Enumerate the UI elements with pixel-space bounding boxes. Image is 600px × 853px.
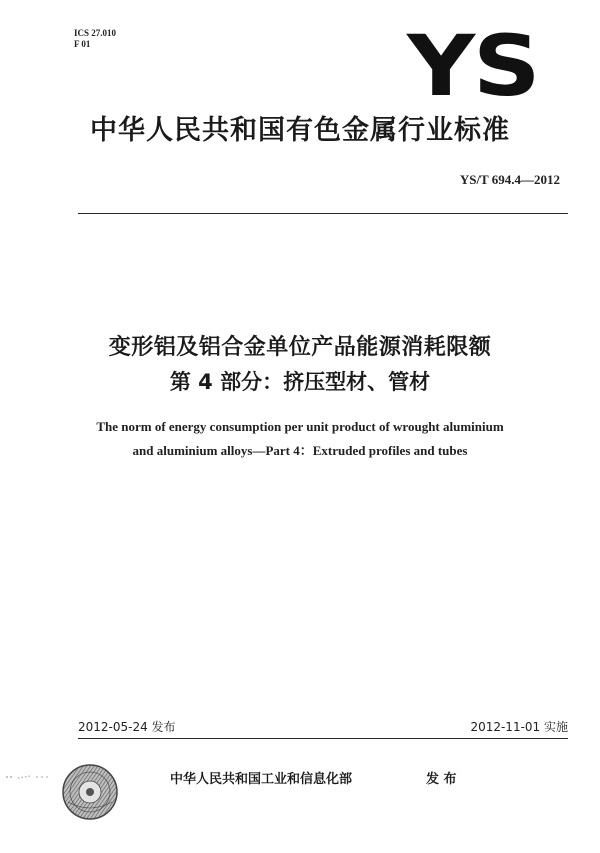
issuing-authority: 中华人民共和国工业和信息化部 — [170, 772, 353, 787]
issuing-authority-suffix: 发 布 — [426, 772, 457, 787]
ys-logo: YS — [407, 17, 539, 115]
standard-number: YS/T 694.4—2012 — [459, 172, 560, 187]
category-code: F 01 — [74, 39, 91, 49]
bottom-divider — [78, 738, 568, 739]
official-seal-icon — [60, 762, 120, 822]
standard-title: 中华人民共和国有色金属行业标准 — [90, 115, 510, 146]
classification-codes — [74, 28, 116, 50]
document-title-zh-line1: 变形铝及铝合金单位产品能源消耗限额 — [108, 335, 492, 360]
top-divider — [78, 213, 568, 214]
scan-marks — [4, 773, 52, 781]
ics-code: ICS 27.010 — [74, 28, 117, 38]
document-title-en-line1: The norm of energy consumption per unit product of wrought aluminium — [96, 419, 504, 434]
document-title-zh-line2: 第 4 部分：挤压型材、管材 — [169, 370, 431, 394]
implementation-date: 2012-11-01 实施 — [470, 720, 568, 734]
document-title-en-line2: and aluminium alloys—Part 4：Extruded profiles and tubes — [132, 443, 468, 458]
issue-date: 2012-05-24 发布 — [78, 720, 176, 734]
